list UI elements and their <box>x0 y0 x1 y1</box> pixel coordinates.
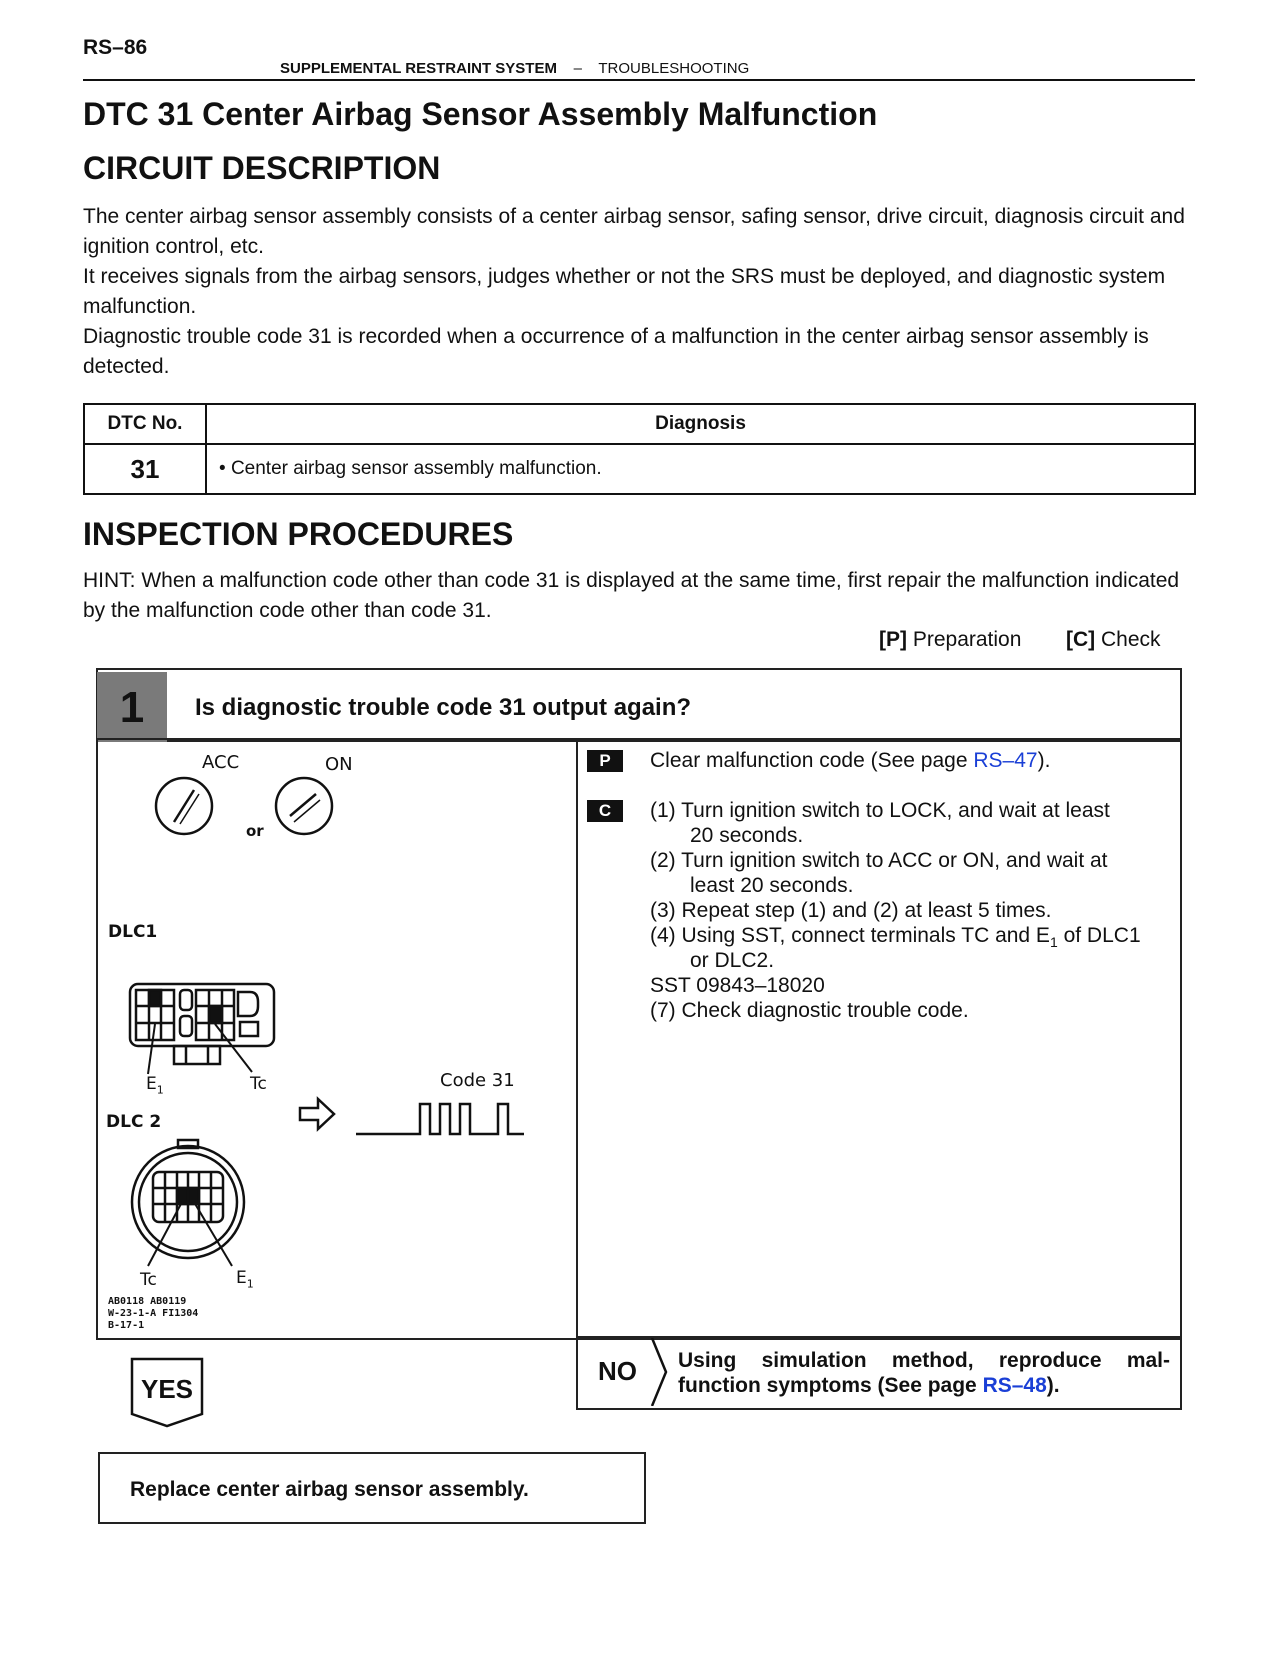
figure-code-list <box>108 1296 198 1332</box>
dtc-code-cell: 31 <box>84 444 206 494</box>
header-rule <box>83 79 1195 81</box>
rs48-link[interactable]: RS–48 <box>982 1374 1047 1397</box>
circuit-paragraph: The center airbag sensor assembly consists of a center airbag sensor, safing sensor, drive circuit, diagnosis circuit and ignition control, etc. <box>83 205 1185 258</box>
dlc1-label: DLC1 <box>108 922 158 942</box>
arrow-right-icon <box>300 1099 334 1129</box>
section-title: SUPPLEMENTAL RESTRAINT SYSTEM <box>280 60 557 77</box>
preparation-tag: P <box>587 750 623 772</box>
no-divider-chevron <box>650 1338 670 1406</box>
step-question: Is diagnostic trouble code 31 output again? <box>195 694 692 721</box>
dlc2-connector-icon <box>132 1140 244 1258</box>
legend-preparation <box>879 628 1021 652</box>
check-step-2: (2) Turn ignition switch to ACC or ON, and wait at <box>650 849 1108 872</box>
legend-check <box>1066 628 1161 652</box>
dlc2-label: DLC 2 <box>106 1112 162 1132</box>
bullet-icon: • <box>219 458 226 479</box>
on-key-icon <box>276 778 332 834</box>
rs47-link[interactable]: RS–47 <box>973 749 1038 772</box>
diagnosis-text: Center airbag sensor assembly malfunction. <box>230 458 602 479</box>
check-step-4-cont: or DLC2. <box>690 949 775 972</box>
circuit-description-heading: CIRCUIT DESCRIPTION <box>83 150 441 186</box>
check-step-2-cont: least 20 seconds. <box>690 874 854 897</box>
legend-c-tag: [C] <box>1066 628 1096 651</box>
check-step-1: (1) Turn ignition switch to LOCK, and wait at least <box>650 799 1110 822</box>
section-header <box>280 60 749 77</box>
subsection-title: TROUBLESHOOTING <box>598 60 750 77</box>
legend-p-label: Preparation <box>912 628 1022 651</box>
no-label: NO <box>598 1356 637 1386</box>
legend-c-label: Check <box>1101 628 1161 651</box>
hint-text: HINT: When a malfunction code other than code 31 is displayed at the same time, first repair the malfunction indicated by the malfunction code other than code 31. <box>83 569 1180 622</box>
dlc1-e1-label: $E_1$ <box>146 1074 164 1097</box>
check-step-3: (3) Repeat step (1) and (2) at least 5 times. <box>650 899 1052 922</box>
sst-number: SST 09843–18020 <box>650 974 825 997</box>
dlc2-tc-label: Tc <box>140 1270 157 1290</box>
diagnosis-header: Diagnosis <box>206 404 1195 444</box>
check-step-1-cont: 20 seconds. <box>690 824 804 847</box>
acc-key-icon <box>156 778 212 834</box>
dtc-table <box>83 403 1196 495</box>
figure-code: B-17-1 <box>108 1320 145 1331</box>
code31-label: Code 31 <box>440 1070 515 1091</box>
circuit-paragraph: Diagnostic trouble code 31 is recorded when a occurrence of a malfunction in the center airbag sensor assembly is detected. <box>83 325 1149 378</box>
legend-p-tag: [P] <box>879 628 907 651</box>
check-tag: C <box>587 800 623 822</box>
dlc-illustration <box>100 742 572 1302</box>
figure-code: W-23-1-A FI1304 <box>108 1308 199 1319</box>
table-header-row <box>84 404 1195 444</box>
diagnosis-cell <box>206 444 1195 494</box>
check-step-4: (4) Using SST, connect terminals TC and $E_1$ of DLC1 <box>650 924 1141 951</box>
check-step-7: (7) Check diagnostic trouble code. <box>650 999 969 1022</box>
header-separator: – <box>573 60 582 77</box>
figure-code: AB0118 AB0119 <box>108 1296 187 1307</box>
inspection-heading: INSPECTION PROCEDURES <box>83 516 514 552</box>
dlc1-tc-label: Tc <box>250 1074 267 1094</box>
acc-label: ACC <box>202 752 240 773</box>
table-row <box>84 444 1195 494</box>
procedure-panel <box>576 738 1182 1340</box>
preparation-text: Clear malfunction code (See page RS–47). <box>650 749 1051 772</box>
circuit-description-text <box>83 202 1195 382</box>
page-title: DTC 31 Center Airbag Sensor Assembly Malfunction <box>83 96 878 132</box>
no-result-text: Using simulation method, reproduce mal-function symptoms (See page RS–48). <box>678 1349 1170 1397</box>
page-number: RS–86 <box>83 36 148 59</box>
circuit-paragraph: It receives signals from the airbag sensors, judges whether or not the SRS must be deployed, and diagnostic system malfunction. <box>83 265 1166 318</box>
yes-label: YES <box>140 1374 194 1404</box>
yes-result-text: Replace center airbag sensor assembly. <box>130 1478 529 1501</box>
code31-waveform <box>356 1104 524 1134</box>
dtc-no-header: DTC No. <box>84 404 206 444</box>
dlc2-e1-label: $E_1$ <box>236 1268 254 1291</box>
or-label: or <box>246 822 264 840</box>
on-label: ON <box>325 754 353 775</box>
step-number: 1 <box>97 672 167 742</box>
